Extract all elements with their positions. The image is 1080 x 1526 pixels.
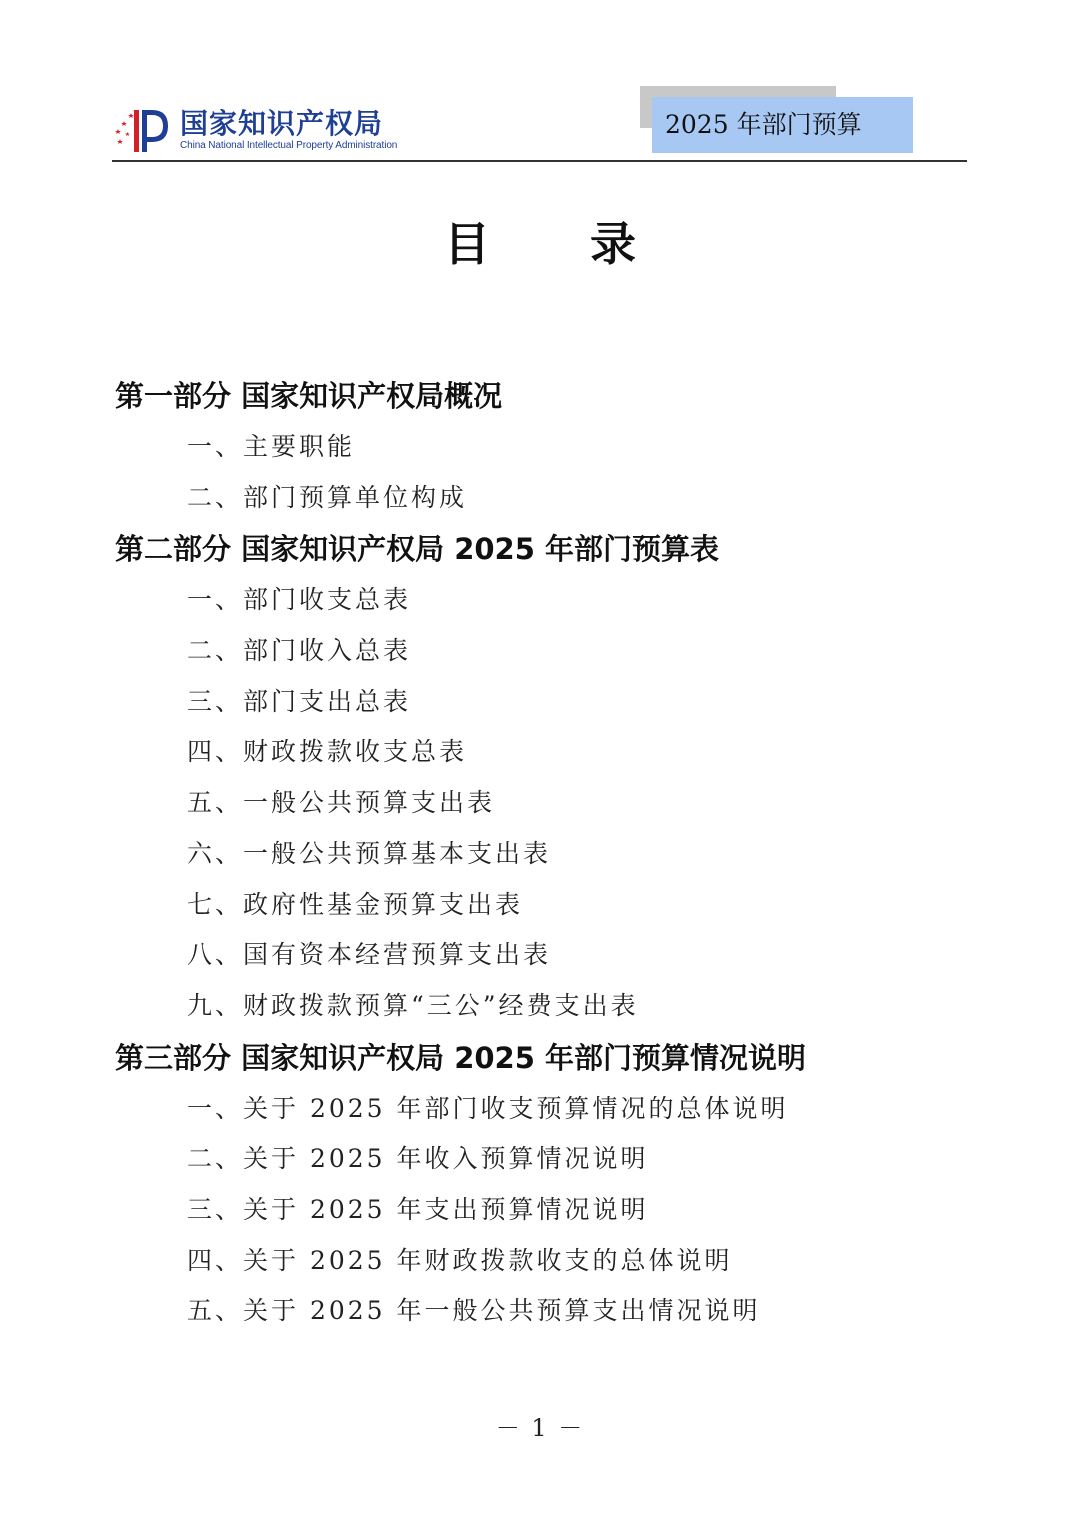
toc-item[interactable]: 四、财政拨款收支总表 [187, 737, 468, 767]
toc-part-heading[interactable]: 第三部分 国家知识产权局 2025 年部门预算情况说明 [115, 1040, 807, 1075]
toc-part-heading[interactable]: 第二部分 国家知识产权局 2025 年部门预算表 [115, 532, 720, 567]
toc-item[interactable]: 七、政府性基金预算支出表 [187, 889, 524, 919]
budget-year-tag: 2025 年部门预算 [652, 97, 913, 153]
page-number: － 1 － [495, 1414, 585, 1442]
toc-item[interactable]: 四、关于 2025 年财政拨款收支的总体说明 [187, 1245, 733, 1275]
toc-item[interactable]: 五、一般公共预算支出表 [187, 788, 496, 818]
toc-item[interactable]: 六、一般公共预算基本支出表 [187, 838, 552, 868]
org-name-en: China National Intellectual Property Administration [180, 140, 398, 151]
toc-item[interactable]: 二、部门收入总表 [187, 636, 412, 666]
cnipa-emblem-icon [112, 104, 172, 156]
page-title: 目 录 [443, 217, 678, 271]
toc-item[interactable]: 三、部门支出总表 [187, 686, 412, 716]
page-header [112, 84, 967, 164]
toc-item[interactable]: 八、国有资本经营预算支出表 [187, 940, 552, 970]
toc-item[interactable]: 一、关于 2025 年部门收支预算情况的总体说明 [187, 1093, 789, 1123]
org-name-cn: 国家知识产权局 [180, 107, 384, 140]
toc-part-heading[interactable]: 第一部分 国家知识产权局概况 [115, 379, 503, 413]
toc-item[interactable]: 二、关于 2025 年收入预算情况说明 [187, 1144, 649, 1174]
toc-item[interactable]: 二、部门预算单位构成 [187, 482, 468, 512]
toc-item[interactable]: 三、关于 2025 年支出预算情况说明 [187, 1194, 649, 1224]
toc-item[interactable]: 五、关于 2025 年一般公共预算支出情况说明 [187, 1296, 761, 1326]
cnipa-logo [112, 102, 412, 162]
toc-item[interactable]: 一、主要职能 [187, 432, 356, 461]
table-of-contents [115, 370, 975, 1337]
toc-item[interactable]: 一、部门收支总表 [187, 585, 412, 615]
header-divider [112, 160, 967, 162]
toc-item[interactable]: 九、财政拨款预算“三公”经费支出表 [187, 990, 639, 1020]
